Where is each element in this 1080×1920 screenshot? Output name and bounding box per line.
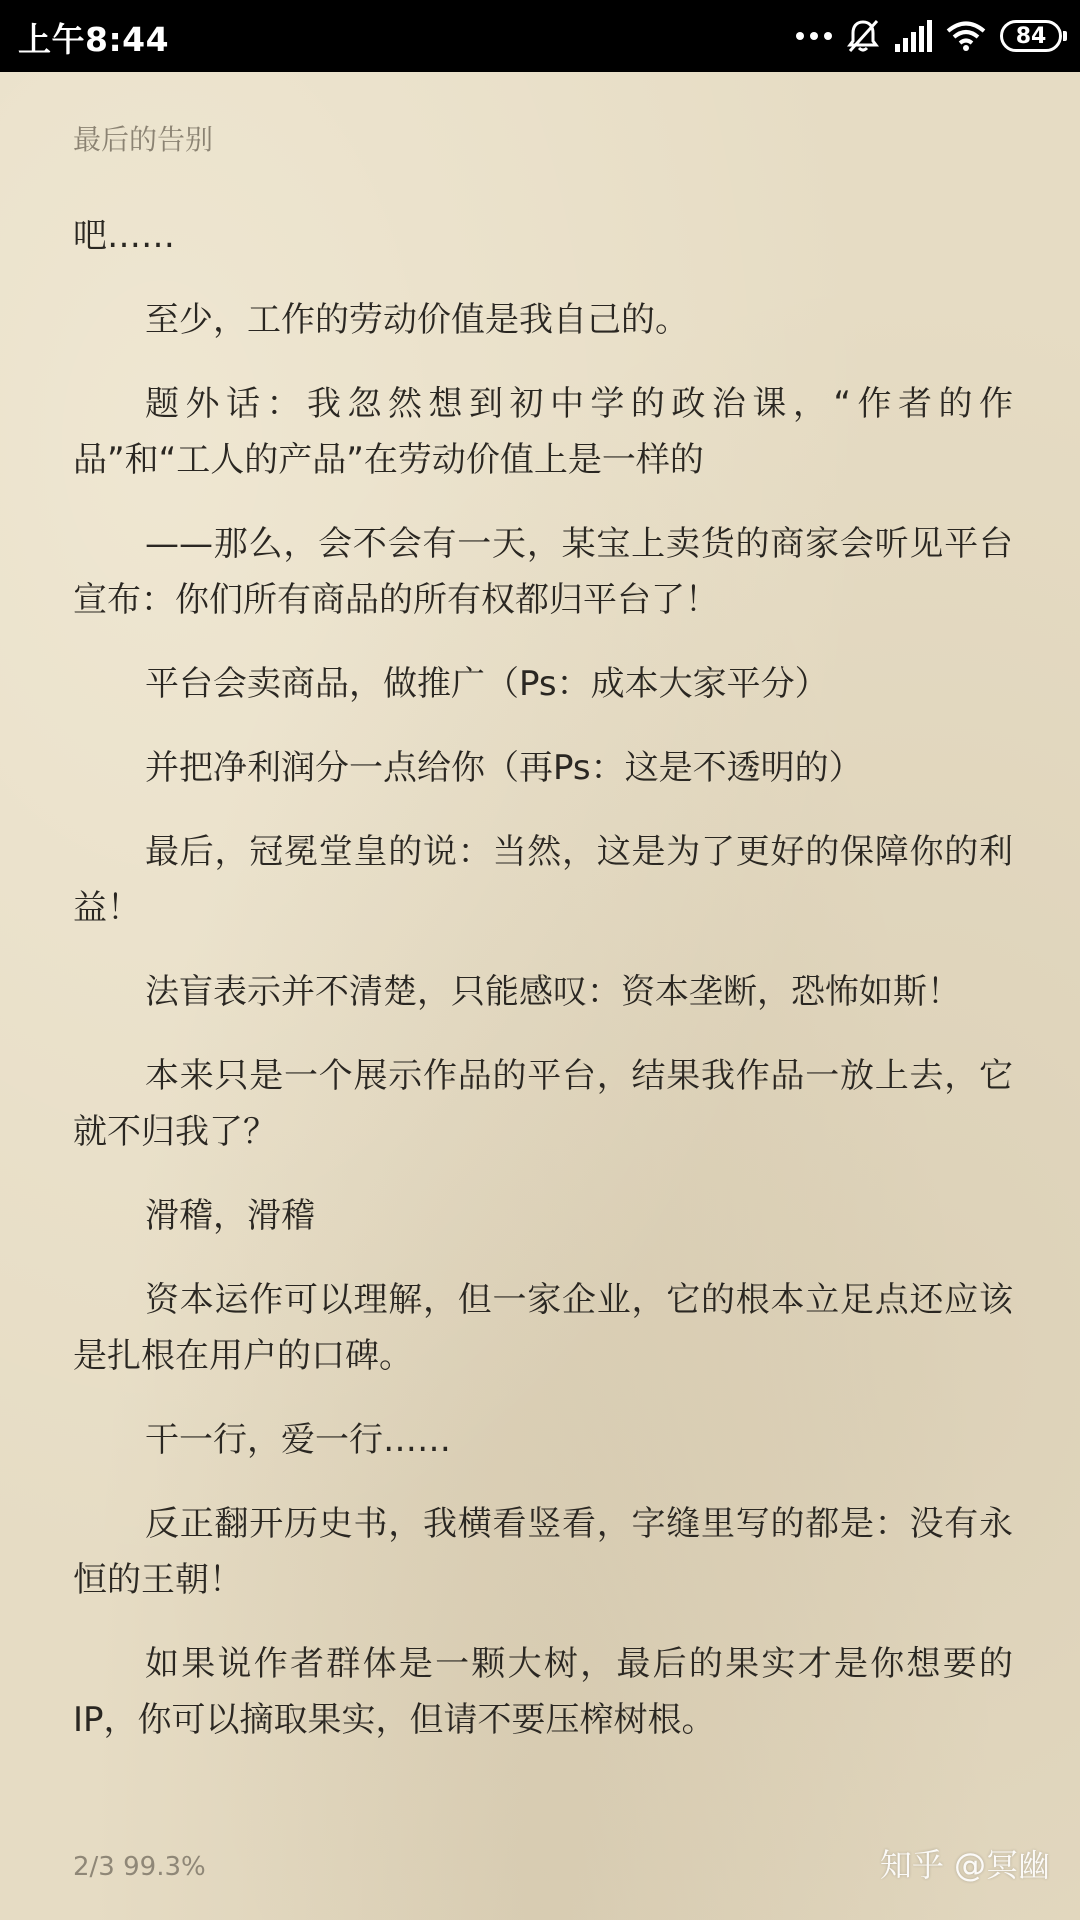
paragraph: 法盲表示并不清楚，只能感叹：资本垄断，恐怖如斯！	[145, 972, 961, 1012]
reading-progress: 2/3 99.3%	[73, 1852, 206, 1882]
paragraph: 最后，冠冕堂皇的说：当然，这是为了更好的保障你的利益！	[73, 832, 1013, 928]
paragraph: 本来只是一个展示作品的平台，结果我作品一放上去，它就不归我了？	[73, 1056, 1013, 1152]
status-bar	[0, 0, 1080, 72]
paragraph: ——那么，会不会有一天，某宝上卖货的商家会听见平台宣布：你们所有商品的所有权都归平台了！	[73, 524, 1013, 620]
paragraph: 题外话：我忽然想到初中学的政治课，“作者的作品”和“工人的产品”在劳动价值上是一样的	[73, 384, 1013, 480]
paragraph: 资本运作可以理解，但一家企业，它的根本立足点还应该是扎根在用户的口碑。	[73, 1280, 1013, 1376]
reader-page[interactable]	[0, 72, 1080, 1920]
paragraph: 反正翻开历史书，我横看竖看，字缝里写的都是：没有永恒的王朝！	[73, 1504, 1013, 1600]
mute-bell-icon	[846, 18, 880, 54]
paragraph: 吧……	[73, 216, 175, 256]
paragraph: 干一行，爱一行……	[145, 1420, 451, 1460]
status-icons	[796, 14, 1062, 58]
chapter-title: 最后的告别	[73, 123, 214, 156]
wifi-icon	[946, 20, 986, 52]
paragraph: 如果说作者群体是一颗大树，最后的果实才是你想要的IP，你可以摘取果实，但请不要压榨树根。	[73, 1644, 1013, 1740]
battery-icon: 84	[1000, 20, 1062, 52]
paragraph: 并把净利润分一点给你（再Ps：这是不透明的）	[145, 748, 863, 788]
more-dots-icon	[796, 32, 832, 40]
paragraph: 平台会卖商品，做推广（Ps：成本大家平分）	[145, 664, 829, 704]
status-time: 上午8:44	[18, 20, 170, 59]
paragraph: 至少，工作的劳动价值是我自己的。	[145, 300, 689, 340]
chapter-content	[73, 208, 1013, 1776]
zhihu-watermark: 知乎 @冥幽	[879, 1846, 1050, 1884]
paragraph: 滑稽，滑稽	[145, 1196, 315, 1236]
signal-icon	[894, 20, 932, 52]
